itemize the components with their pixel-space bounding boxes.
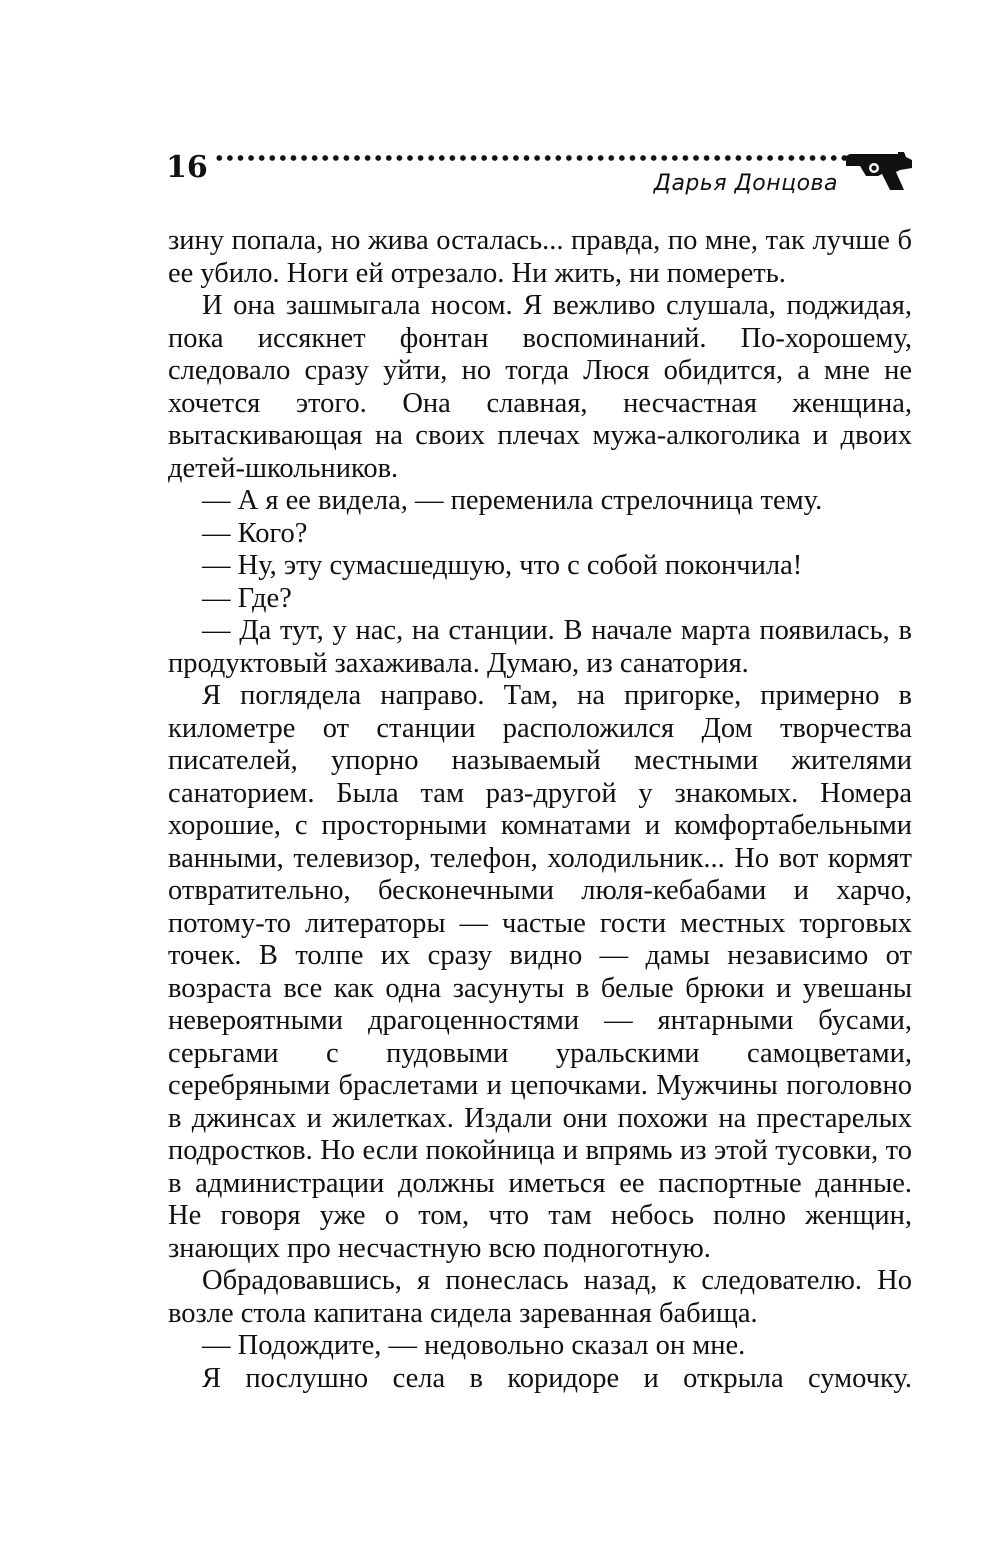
paragraph: Обрадовавшись, я понеслась назад, к следователю. Но возле стола капитана сидела зареванная бабища. [168,1265,912,1329]
running-header [166,140,914,204]
page-number: 16 [166,150,208,185]
dialogue-line: — Подождите, — недовольно сказал он мне. [202,1330,746,1361]
paragraph: Я поглядела направо. Там, на пригорке, примерно в километре от станции расположился Дом творчества писателей, упорно называемый местными жителями санаторием. Была там раз-другой у знакомых. Номера хорошие, с просторными комнатами и комфортабельными ванными, телевизор, телефон, холодильник... Но вот кормят отвратительно, бесконечными люля-кебабами и харчо, потому-то литераторы — частые гости местных торговых точек. В толпе их сразу видно — дамы независимо от возраста все как одна засунуты в белые брюки и увешаны невероятными драгоценностями — янтарными бусами, серьгами с пудовыми уральскими самоцветами, серебряными браслетами и цепочками. Мужчины поголовно в джинсах и жилетках. Издали они похожи на престарелых подростков. Но если покойница и впрямь из этой тусовки, то в администрации должны иметься ее паспортные данные. Не говоря уже о том, что там небось полно женщин, знающих про несчастную всю подноготную. [168,680,912,1264]
dotted-rule [214,154,850,162]
dialogue-line: — А я ее видела, — переменила стрелочница тему. [202,485,823,516]
paragraph: зину попала, но жива осталась... правда, по мне, так лучше б ее убило. Ноги ей отрезало. Ни жить, ни помереть. [168,225,912,289]
running-author: Дарья Донцова [653,171,838,196]
paragraph: И она зашмыгала носом. Я вежливо слушала, поджидая, пока иссякнет фонтан воспоминаний. По-хорошему, следовало сразу уйти, но тогда Люся обидится, а мне не хочется этого. Она славная, несчастная женщина, вытаскивающая на своих плечах мужа-алкоголика и двоих детей-школьников. [168,290,912,484]
dialogue-line: — Кого? [202,517,308,549]
paragraph: Я послушно села в коридоре и открыла сумочку. [202,1362,912,1394]
body-text [168,225,912,1395]
pistol-icon [844,150,914,192]
dialogue-line: — Где? [202,582,292,614]
dialogue-line: — Да тут, у нас, на станции. В начале марта появилась, в продуктовый захаживала. Думаю, из санатория. [168,615,912,679]
dialogue-line: — Ну, эту сумасшедшую, что с собой покончила! [202,550,803,581]
